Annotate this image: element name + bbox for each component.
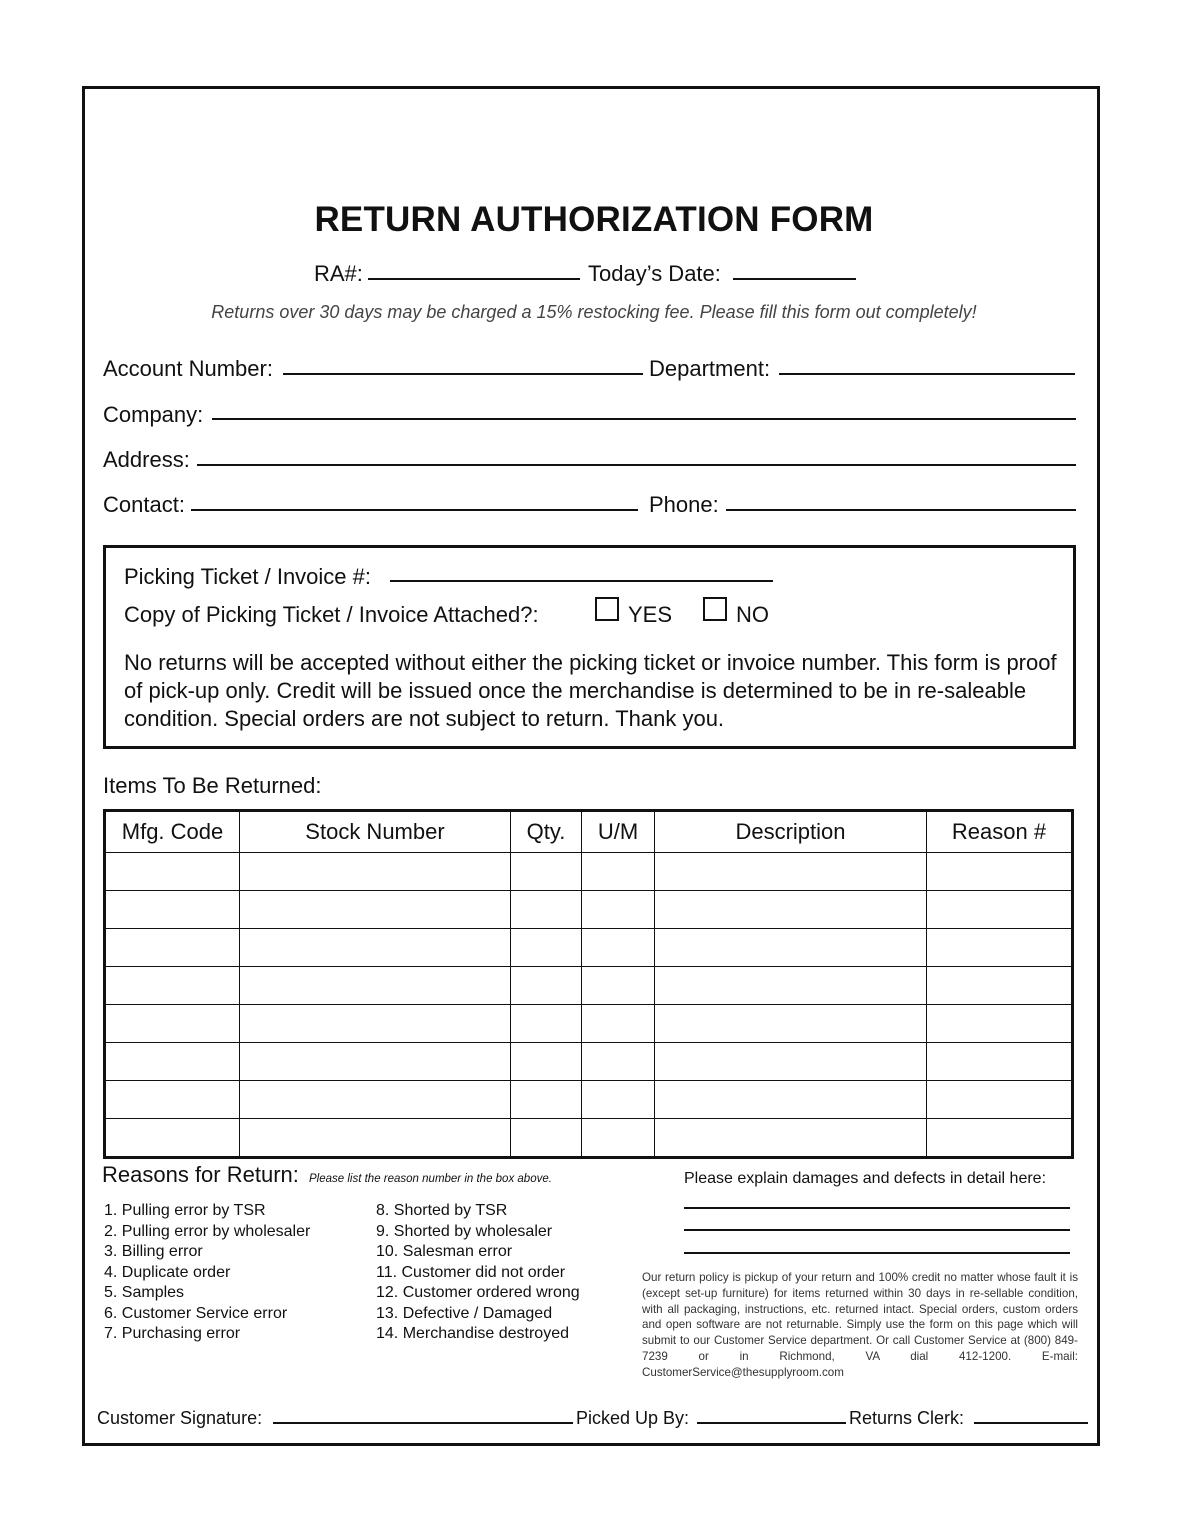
phone-line[interactable] [726,509,1076,511]
company-label: Company: [103,402,204,427]
cell-qty[interactable] [511,1005,582,1043]
cell-reason[interactable] [927,853,1073,891]
table-row [105,929,1073,967]
table-row [105,967,1073,1005]
list-item: 10. Salesman error [376,1243,513,1260]
picked-up-by-label: Picked Up By: [576,1408,690,1428]
items-heading: Items To Be Returned: [103,773,322,798]
cell-description[interactable] [655,853,927,891]
date-input-line[interactable] [733,278,856,280]
cell-reason[interactable] [927,929,1073,967]
cell-stock-number[interactable] [240,1043,511,1081]
account-number-label: Account Number: [103,356,273,381]
list-item: 11. Customer did not order [376,1263,566,1281]
date-label: Today’s Date: [588,261,721,286]
cell-qty[interactable] [511,1081,582,1119]
reasons-heading [102,1162,552,1188]
cell-description[interactable] [655,891,927,929]
copy-attached-label: Copy of Picking Ticket / Invoice Attached?: [124,602,539,627]
list-item: 13. Defective / Damaged [376,1304,553,1322]
cell-um[interactable] [582,929,655,967]
contact-label: Contact: [103,492,185,517]
return-policy-text: Our return policy is pickup of your return and 100% credit no matter whose fault it is (except set-up furniture) for items returned within 30 days in re-sellable condition, with all packaging, instructions, etc. returned intact. Special orders, custom orders and open software are not returnable. Simply use the form on this page which will submit to our Customer Service department. Or call Customer Service at (800) 849-7239 or in Richmond, VA dial 412-1200. E-mail: CustomerService@thesupplyroom.com [642,1271,1078,1379]
cell-um[interactable] [582,1081,655,1119]
cell-um[interactable] [582,1043,655,1081]
cell-qty[interactable] [511,1043,582,1081]
cell-um[interactable] [582,853,655,891]
cell-stock-number[interactable] [240,1119,511,1158]
picked-up-by-line[interactable] [697,1422,846,1424]
table-row [105,1005,1073,1043]
yes-checkbox[interactable] [595,597,619,621]
cell-qty[interactable] [511,967,582,1005]
yes-label: YES [628,602,673,627]
cell-qty[interactable] [511,1119,582,1158]
list-item: 3. Billing error [104,1243,203,1260]
cell-mfg-code[interactable] [105,853,240,891]
cell-description[interactable] [655,967,927,1005]
col-mfg-code: Mfg. Code [105,811,240,853]
no-label: NO [736,602,769,627]
customer-signature-label: Customer Signature: [97,1408,263,1428]
col-stock-number: Stock Number [240,811,511,853]
account-number-line[interactable] [283,373,643,375]
customer-signature-line[interactable] [273,1422,573,1424]
cell-um[interactable] [582,1119,655,1158]
cell-stock-number[interactable] [240,929,511,967]
cell-stock-number[interactable] [240,891,511,929]
ra-label: RA#: [314,261,363,286]
cell-stock-number[interactable] [240,1005,511,1043]
damages-line-3[interactable] [684,1252,1070,1254]
cell-description[interactable] [655,1119,927,1158]
reasons-list-right [376,1201,580,1345]
list-item: 7. Purchasing error [104,1325,241,1342]
cell-mfg-code[interactable] [105,1043,240,1081]
returns-clerk-label: Returns Clerk: [849,1408,965,1428]
cell-um[interactable] [582,967,655,1005]
picking-ticket-line[interactable] [390,580,773,582]
picking-policy-text: No returns will be accepted without either the picking ticket or invoice number. This form is proof of pick-up only. Credit will be issued once the merchandise is determined to be in re-saleable condition. Special orders are not subject to return. Thank you. [124,650,1057,731]
department-line[interactable] [779,373,1075,375]
address-line[interactable] [197,464,1076,466]
table-row [105,1119,1073,1158]
list-item: 5. Samples [104,1284,185,1301]
cell-description[interactable] [655,1005,927,1043]
cell-reason[interactable] [927,1081,1073,1119]
reasons-title: Reasons for Return: [102,1162,299,1187]
table-row [105,853,1073,891]
cell-qty[interactable] [511,929,582,967]
items-table [103,809,1074,1159]
list-item: 1. Pulling error by TSR [104,1202,266,1219]
list-item: 4. Duplicate order [104,1263,231,1281]
table-row [105,891,1073,929]
cell-reason[interactable] [927,891,1073,929]
cell-mfg-code[interactable] [105,929,240,967]
address-label: Address: [103,447,190,472]
cell-um[interactable] [582,1005,655,1043]
cell-mfg-code[interactable] [105,1119,240,1158]
col-description: Description [655,811,927,853]
cell-description[interactable] [655,929,927,967]
col-qty: Qty. [511,811,582,853]
cell-stock-number[interactable] [240,967,511,1005]
picking-ticket-label: Picking Ticket / Invoice #: [124,564,371,589]
cell-description[interactable] [655,1081,927,1119]
cell-reason[interactable] [927,1005,1073,1043]
damages-line-2[interactable] [684,1229,1070,1231]
cell-mfg-code[interactable] [105,1005,240,1043]
items-header-row [105,811,1073,853]
cell-reason[interactable] [927,1043,1073,1081]
cell-stock-number[interactable] [240,1081,511,1119]
cell-mfg-code[interactable] [105,891,240,929]
list-item: 12. Customer ordered wrong [376,1284,580,1301]
list-item: 9. Shorted by wholesaler [376,1222,553,1240]
no-checkbox[interactable] [703,597,727,621]
table-row [105,1081,1073,1119]
cell-description[interactable] [655,1043,927,1081]
list-item: 8. Shorted by TSR [376,1202,508,1219]
cell-qty[interactable] [511,891,582,929]
department-label: Department: [649,356,771,381]
list-item: 14. Merchandise destroyed [376,1325,569,1342]
cell-reason[interactable] [927,1119,1073,1158]
list-item: 2. Pulling error by wholesaler [104,1222,311,1240]
cell-qty[interactable] [511,853,582,891]
cell-um[interactable] [582,891,655,929]
form-title: RETURN AUTHORIZATION FORM [314,200,874,239]
reasons-list-left [104,1201,310,1345]
cell-mfg-code[interactable] [105,967,240,1005]
cell-reason[interactable] [927,967,1073,1005]
damages-line-1[interactable] [684,1207,1070,1209]
cell-stock-number[interactable] [240,853,511,891]
damages-explain-label: Please explain damages and defects in detail here: [684,1170,1047,1187]
reasons-hint: Please list the reason number in the box above. [309,1173,552,1185]
phone-label: Phone: [649,492,719,517]
ra-input-line[interactable] [368,278,580,280]
table-row [105,1043,1073,1081]
company-line[interactable] [212,418,1076,420]
list-item: 6. Customer Service error [104,1304,288,1322]
restocking-notice: Returns over 30 days may be charged a 15% restocking fee. Please fill this form out completely! [211,302,977,322]
contact-line[interactable] [191,509,638,511]
returns-clerk-line[interactable] [974,1422,1088,1424]
col-um: U/M [582,811,655,853]
col-reason: Reason # [927,811,1073,853]
cell-mfg-code[interactable] [105,1081,240,1119]
